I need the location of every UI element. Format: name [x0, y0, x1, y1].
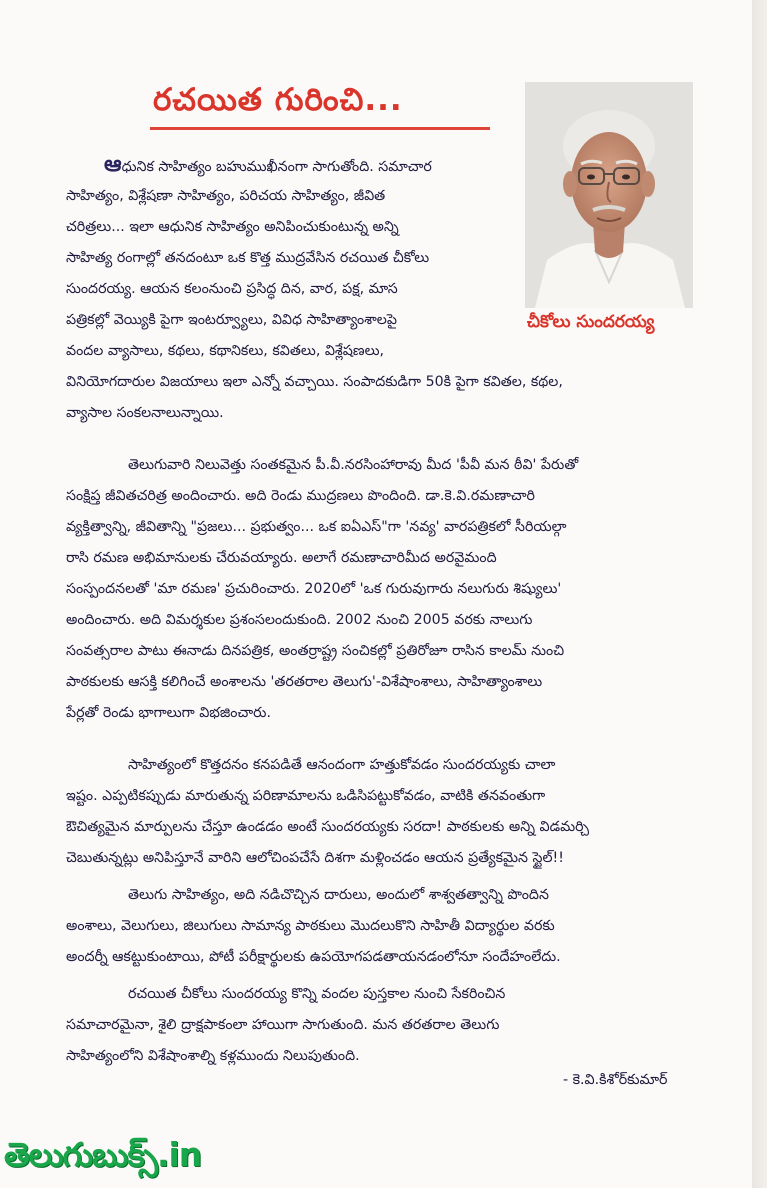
text-line: తెలుగువారి నిలువెత్తు సంతకమైన పీ.వీ.నరసింహారావు మీద 'పీవీ మన ఠీవి' పేరుతో [128, 457, 579, 473]
watermark-text: తెలుగుబుక్స్.in [4, 1135, 202, 1174]
author-photo [525, 82, 693, 308]
first-line-rest: ధునిక సాహిత్యం బహుముఖీనంగా సాగుతోంది. సమాచార [121, 159, 432, 175]
text-line: సాహిత్య రంగాల్లో తనదంటూ ఒక కొత్త ముద్రవేసిన రచయిత చీకోలు [66, 250, 430, 266]
text-line: ఇష్టం. ఎప్పటికప్పుడు మారుతున్న పరిణామాలను ఒడిసిపట్టుకోవడం, వాటికి తనవంతుగా [66, 788, 546, 804]
page-edge [752, 0, 767, 1188]
page-title: రచయిత గురించి... [153, 82, 403, 118]
text-line: అందర్నీ ఆకట్టుకుంటాయి, పోటీ పరీక్షార్థులకు ఉపయోగపడతాయనడంలోనూ సందేహంలేదు. [66, 949, 561, 965]
text-line: చరిత్రలు... ఇలా ఆధునిక సాహిత్యం అనిపించుకుంటున్న అన్ని [66, 219, 399, 235]
text-line: పాఠకులకు ఆసక్తి కలిగించే అంశాలను 'తరతరాల తెలుగు'-విశేషాంశాలు, సాహిత్యాంశాలు [66, 674, 543, 690]
site-watermark [4, 1135, 220, 1179]
drop-cap: ఆ [104, 152, 122, 177]
title-underline [150, 127, 490, 130]
text-line: వ్యక్తిత్వాన్ని, జీవితాన్ని "ప్రజలు... ప్రభుత్వం... ఒక ఐఏఎస్"గా 'నవ్య' వారపత్రికలో సీరియల్గా [66, 519, 567, 535]
text-line: ఔచిత్యమైన మార్పులను చేస్తూ ఉండడం అంటే సుందరయ్యకు సరదా! పాఠకులకు అన్ని విడమర్చి [66, 819, 589, 835]
text-line: అంశాలు, వెలుగులు, జిలుగులు సామాన్య పాఠకులు మొదలుకొని సాహితీ విద్యార్థుల వరకు [66, 918, 555, 934]
text-line: వందల వ్యాసాలు, కథలు, కథానికలు, కవితలు, విశ్లేషణలు, [66, 343, 385, 359]
text-line: రచయిత చీకోలు సుందరయ్య కొన్ని వందల పుస్తకాల నుంచి సేకరించిన [128, 986, 506, 1002]
author-portrait-image [525, 82, 693, 308]
text-line: పేర్లతో రెండు భాగాలుగా విభజించారు. [66, 705, 271, 721]
text-line: సమాచారమైనా, శైలి ద్రాక్షపాకంలా హాయిగా సాగుతుంది. మన తరతరాల తెలుగు [66, 1017, 500, 1033]
text-line: సుందరయ్య. ఆయన కలంనుంచి ప్రసిద్ధ దిన, వార, పక్ష, మాస [66, 281, 398, 297]
text-line: సంవత్సరాల పాటు ఈనాడు దినపత్రిక, అంతర్రాష్ట్ర సంచికల్లో ప్రతిరోజూ రాసిన కాలమ్ నుంచి [66, 643, 565, 659]
text-line: సాహిత్యంలోని విశేషాంశాల్ని కళ్లముందు నిలుపుతుంది. [66, 1048, 360, 1064]
text-line: వ్యాసాల సంకలనాలున్నాయి. [66, 405, 224, 421]
text-line: రాసి రమణ అభిమానులకు చేరువయ్యారు. అలాగే రమణాచారిమీద అరవైమంది [66, 550, 497, 566]
text-line [104, 150, 516, 180]
text-line: వినియోగదారుల విజయాలు ఇలా ఎన్నో వచ్చాయి. సంపాదకుడిగా 50కి పైగా కవితల, కథల, [66, 374, 563, 390]
text-line: సంక్షిప్త జీవితచరిత్ర అందించారు. అది రెండు ముద్రణలు పొందింది. డా.కె.వి.రమణాచారి [66, 488, 535, 504]
text-line: తెలుగు సాహిత్యం, అది నడిచొచ్చిన దారులు, అందులో శాశ్వతత్వాన్ని పొందిన [128, 887, 549, 903]
text-line: సాహిత్యంలో కొత్తదనం కనపడితే ఆనందంగా హత్తుకోవడం సుందరయ్యకు చాలా [128, 757, 556, 773]
text-line: సాహిత్యం, విశ్లేషణా సాహిత్యం, పరిచయ సాహిత్యం, జీవిత [66, 188, 386, 204]
text-line: చెబుతున్నట్లు అనిపిస్తూనే వారిని ఆలోచింపచేసే దిశగా మళ్లించడం ఆయన ప్రత్యేకమైన స్టైల్!! [66, 850, 564, 866]
text-line: అందించారు. అది విమర్శకుల ప్రశంసలందుకుంది. 2002 నుంచి 2005 వరకు నాలుగు [66, 612, 533, 628]
text-line: సంస్పందనలతో 'మా రమణ' ప్రచురించారు. 2020లో 'ఒక గురువుగారు నలుగురు శిష్యులు' [66, 581, 562, 597]
photo-caption: చీకోలు సుందరయ్య [527, 312, 655, 332]
signature: - కె.వి.కిశోర్‌కుమార్ [563, 1072, 668, 1088]
text-line: పత్రికల్లో వెయ్యికి పైగా ఇంటర్వ్యూలు, వివిధ సాహిత్యాంశాలపై [66, 312, 397, 328]
